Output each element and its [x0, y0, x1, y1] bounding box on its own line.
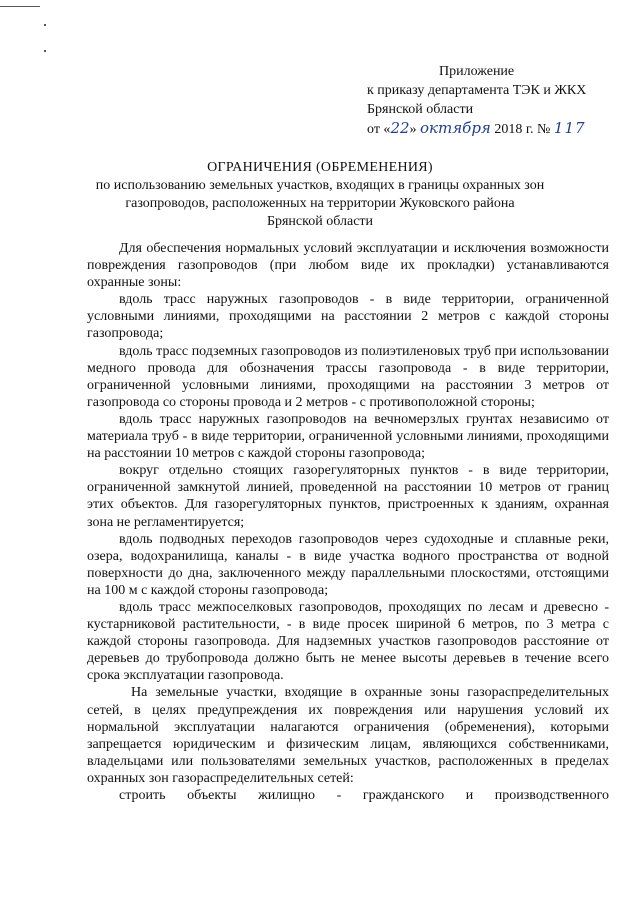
- paragraph: вдоль трасс наружных газопроводов на вечномерзлых грунтах независимо от материала труб - в виде территории, ограниченной условными линиями, проходящими на расстоянии 10 метров с каждой стороны газопровода;: [87, 411, 609, 462]
- document-title: ОГРАНИЧЕНИЯ (ОБРЕМЕНЕНИЯ): [207, 160, 433, 175]
- document-subtitle-1: по использованию земельных участков, входящих в границы охранных зон: [95, 178, 545, 193]
- scan-mark: [0, 6, 40, 7]
- paragraph: Для обеспечения нормальных условий эксплуатации и исключения возможности повреждения газопроводов (при любом виде их прокладки) устанавливаются охранные зоны:: [87, 241, 609, 291]
- appendix-date-line: [367, 119, 627, 139]
- appendix-order: к приказу департамента ТЭК и ЖКХ: [367, 83, 587, 98]
- paragraph: вдоль трасс подземных газопроводов из полиэтиленовых труб при использовании медного провода для обозначения трассы газопровода - в виде территории, ограниченной условными линиями, проходящими на расстоянии 3 метров от газопровода со стороны провода и 2 метров - с противоположной стороны;: [87, 343, 609, 410]
- date-prefix: от «: [367, 122, 391, 137]
- paragraph: строить объекты жилищно - гражданского и производственного: [119, 788, 609, 803]
- paragraph: вдоль трасс наружных газопроводов - в виде территории, ограниченной условными линиями, проходящими на расстоянии 2 метров с каждой стороны газопровода;: [87, 292, 609, 342]
- paragraph: На земельные участки, входящие в охранные зоны газораспределительных сетей, в целях предупреждения их повреждения или нарушения условий их нормальной эксплуатации налагаются ограничения (обременения), которыми запрещается юридическим и физическим лицам, являющихся собственниками, владельцами или пользователями земельных участков, расположенных в пределах охранных зон газораспределительных сетей:: [87, 685, 609, 786]
- document-subtitle-2: газопроводов, расположенных на территории Жуковского района: [125, 196, 515, 211]
- paragraph: вокруг отдельно стоящих газорегуляторных пунктов - в виде территории, ограниченной замкнутой линией, проведенной на расстоянии 10 метров от границ этих объектов. Для газорегуляторных пунктов, пристроенных к зданиям, охранная зона не регламентируется;: [87, 463, 609, 530]
- paragraph: вдоль трасс межпоселковых газопроводов, проходящих по лесам и древесно - кустарниковой растительности, - в виде просек шириной 6 метров, по 3 метра с каждой стороны газопровода. Для надземных участков газопроводов расстояние от деревьев до трубопровода должно быть не менее высоты деревьев в течение всего срока эксплуатации газопровода.: [87, 599, 609, 684]
- appendix-title: Приложение: [439, 64, 515, 79]
- scan-dot: [44, 50, 46, 52]
- date-year: 2018 г. №: [494, 122, 551, 137]
- date-month: октября: [420, 119, 491, 137]
- date-day: 22: [390, 119, 410, 137]
- paragraph: вдоль подводных переходов газопроводов через судоходные и сплавные реки, озера, водохранилища, каналы - в виде участка водного пространства от водной поверхности до дна, заключенного между параллельными плоскостями, отстоящими на 100 м с каждой стороны газопровода;: [87, 531, 609, 598]
- document-header: [80, 159, 560, 231]
- appendix-region: Брянской области: [367, 102, 474, 117]
- date-mid: »: [409, 122, 417, 137]
- scan-dot: [44, 24, 46, 26]
- order-number: 117: [553, 119, 586, 137]
- appendix-block: [367, 62, 627, 139]
- document-body: [87, 240, 609, 804]
- document-subtitle-3: Брянской области: [266, 214, 374, 229]
